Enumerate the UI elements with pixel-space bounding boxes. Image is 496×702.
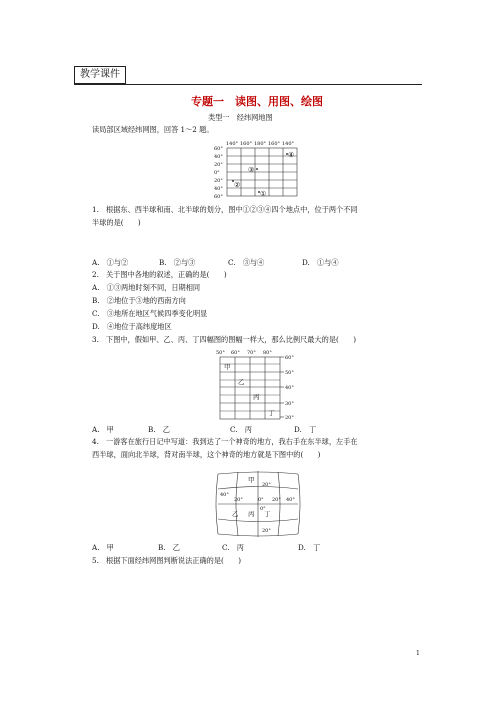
map1-lat-label: 20° [214,162,223,168]
map1-lat-label: 60° [214,194,223,200]
q3-option-a: A. 甲 [92,425,114,434]
q4-stem-line2: 西半球，面向北半球，背对南半球，这个神奇的地方就是下图中的( ) [92,450,321,459]
section-title: 类型一 经纬网地图 [208,113,273,122]
map4-place-yi: 乙 [232,510,239,518]
q2-option-c: C. ③地所在地区气候四季变化明显 [92,309,208,318]
map4-place-jia: 甲 [248,476,255,484]
latlon-grid-map-3 [212,347,302,421]
map3-lon-label: 50° [216,350,225,356]
map3-lat-label: 60° [285,355,294,361]
map1-lon-label: 160° [268,141,281,147]
courseware-label: 教学课件 [74,66,126,84]
map3-lon-label: 70° [247,350,256,356]
map4-label: 0° [258,497,264,503]
latlon-curved-grid-map-4 [212,468,304,540]
map3-lon-label: 60° [231,350,240,356]
map3-lat-label: 30° [285,401,294,407]
map1-point-1: ① [260,190,267,198]
q2-option-d: D. ④地位于高纬度地区 [92,322,172,331]
q3-option-d: D. 丁 [294,425,317,434]
map3-place-yi: 乙 [238,378,245,386]
map1-point-2: ② [234,181,241,189]
map4-label: 0° [260,506,266,512]
map1-lat-label: 60° [214,146,223,152]
q1-option-a: A. ①与② [92,258,129,267]
map4-label: 20° [272,497,281,503]
map1-lat-label: 0° [214,170,220,176]
map1-lat-label: 20° [214,178,223,184]
q4-option-b: B. 乙 [158,543,180,552]
map1-lon-label: 140° [226,141,239,147]
map1-lat-label: 40° [214,186,223,192]
q1-option-b: B. ②与③ [159,258,196,267]
q2-option-b: B. ②地位于③地的西南方向 [92,296,186,305]
topic-title: 专题一 读图、用图、绘图 [191,95,323,108]
map4-label: 20° [262,482,271,488]
page-number: 1 [416,650,420,657]
q1-option-d: D. ①与④ [302,258,339,267]
q5-stem: 5. 根据下面经纬网图判断说法正确的是( ) [92,556,242,565]
map1-lon-label: 180° [254,141,267,147]
map3-place-ding: 丁 [268,409,275,417]
map3-place-bing: 丙 [253,393,260,401]
q4-option-c: C. 丙 [222,543,244,552]
map3-place-jia: 甲 [224,363,231,371]
q3-option-b: B. 乙 [148,425,170,434]
map3-lat-label: 50° [285,370,294,376]
intro-text: 读局部区域经纬网图，回答 1～2 题。 [92,125,214,134]
q3-stem: 3. 下图中，假如甲、乙、丙、丁四幅图的图幅一样大，那么比例尺最大的是( ) [92,335,357,344]
map3-lon-label: 80° [263,350,272,356]
q2-stem: 2. 关于图中各地的叙述，正确的是( ) [92,270,227,279]
header-rule [74,84,422,85]
map4-label: 20° [234,497,243,503]
q1-stem-line2: 半球的是( ) [92,218,141,227]
map1-point-4: ④ [288,151,295,159]
q4-stem-line1: 4. 一游客在旅行日记中写道：我到达了一个神奇的地方，我右手在东半球，左手在 [92,437,358,446]
map4-place-ding: 丁 [264,510,271,518]
map1-lat-label: 40° [214,154,223,160]
map1-point-3: ③ [248,166,255,174]
map1-lon-label: 140° [282,141,295,147]
map3-lat-label: 40° [285,385,294,391]
map4-label: 20° [262,528,271,534]
q3-option-c: C. 丙 [230,425,252,434]
map4-label: 40° [220,492,229,498]
map4-place-bing: 丙 [248,510,255,518]
latlon-grid-map-1 [212,136,302,204]
q1-stem-line1: 1. 根据东、西半球和南、北半球的划分，图中①②③④四个地点中，位于两个不同 [92,205,358,214]
q4-option-a: A. 甲 [92,543,114,552]
map3-lat-label: 20° [285,415,294,421]
q2-option-a: A. ①③两地时刻不同，日期相同 [92,283,201,292]
q4-option-d: D. 丁 [298,543,321,552]
map1-lon-label: 160° [240,141,253,147]
q1-option-c: C. ③与④ [228,258,265,267]
map4-label: 40° [286,497,295,503]
